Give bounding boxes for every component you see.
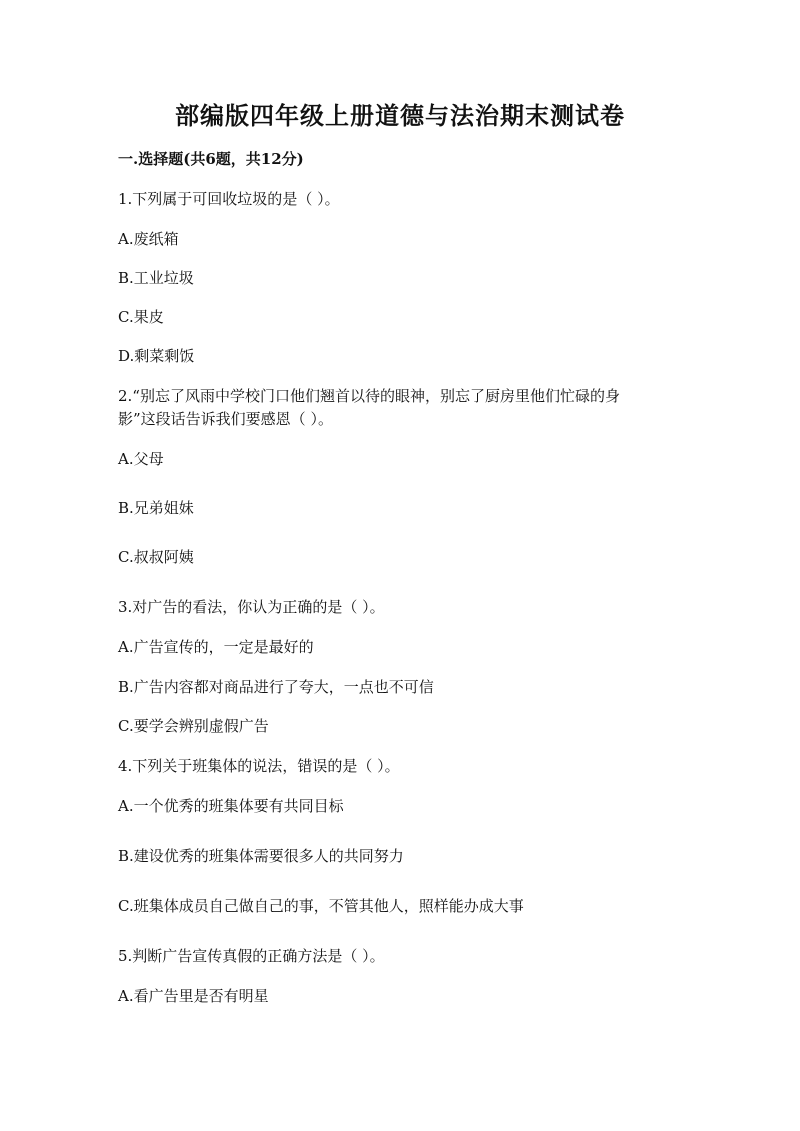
question-3-option-c: C.要学会辨别虚假广告: [118, 717, 269, 735]
question-2-stem-line-1: 2.“别忘了风雨中学校门口他们翘首以待的眼神，别忘了厨房里他们忙碌的身: [118, 387, 620, 405]
question-4-option-a: A.一个优秀的班集体要有共同目标: [118, 797, 344, 815]
page-title: 部编版四年级上册道德与法治期末测试卷: [175, 101, 625, 130]
question-4-option-b: B.建设优秀的班集体需要很多人的共同努力: [118, 847, 404, 865]
question-2-option-b: B.兄弟姐妹: [118, 499, 194, 517]
question-5-stem: 5.判断广告宣传真假的正确方法是（ ）。: [118, 947, 385, 965]
question-1-option-b: B.工业垃圾: [118, 269, 194, 287]
question-2-stem-line-2: 影”这段话告诉我们要感恩（ ）。: [118, 410, 333, 428]
question-1-stem: 1.下列属于可回收垃圾的是（ ）。: [118, 190, 340, 208]
question-3-stem: 3.对广告的看法，你认为正确的是（ ）。: [118, 598, 385, 616]
question-4-stem: 4.下列关于班集体的说法，错误的是（ ）。: [118, 757, 400, 775]
question-1-option-a: A.废纸箱: [118, 230, 179, 248]
question-1-option-c: C.果皮: [118, 308, 164, 326]
section-heading: 一.选择题(共6题，共12分): [118, 150, 304, 168]
question-2-option-a: A.父母: [118, 450, 164, 468]
question-2-option-c: C.叔叔阿姨: [118, 548, 194, 566]
question-5-option-a: A.看广告里是否有明星: [118, 987, 269, 1005]
question-3-option-a: A.广告宣传的，一定是最好的: [118, 638, 314, 656]
question-3-option-b: B.广告内容都对商品进行了夸大，一点也不可信: [118, 678, 434, 696]
question-4-option-c: C.班集体成员自己做自己的事，不管其他人，照样能办成大事: [118, 897, 524, 915]
question-1-option-d: D.剩菜剩饭: [118, 347, 195, 365]
